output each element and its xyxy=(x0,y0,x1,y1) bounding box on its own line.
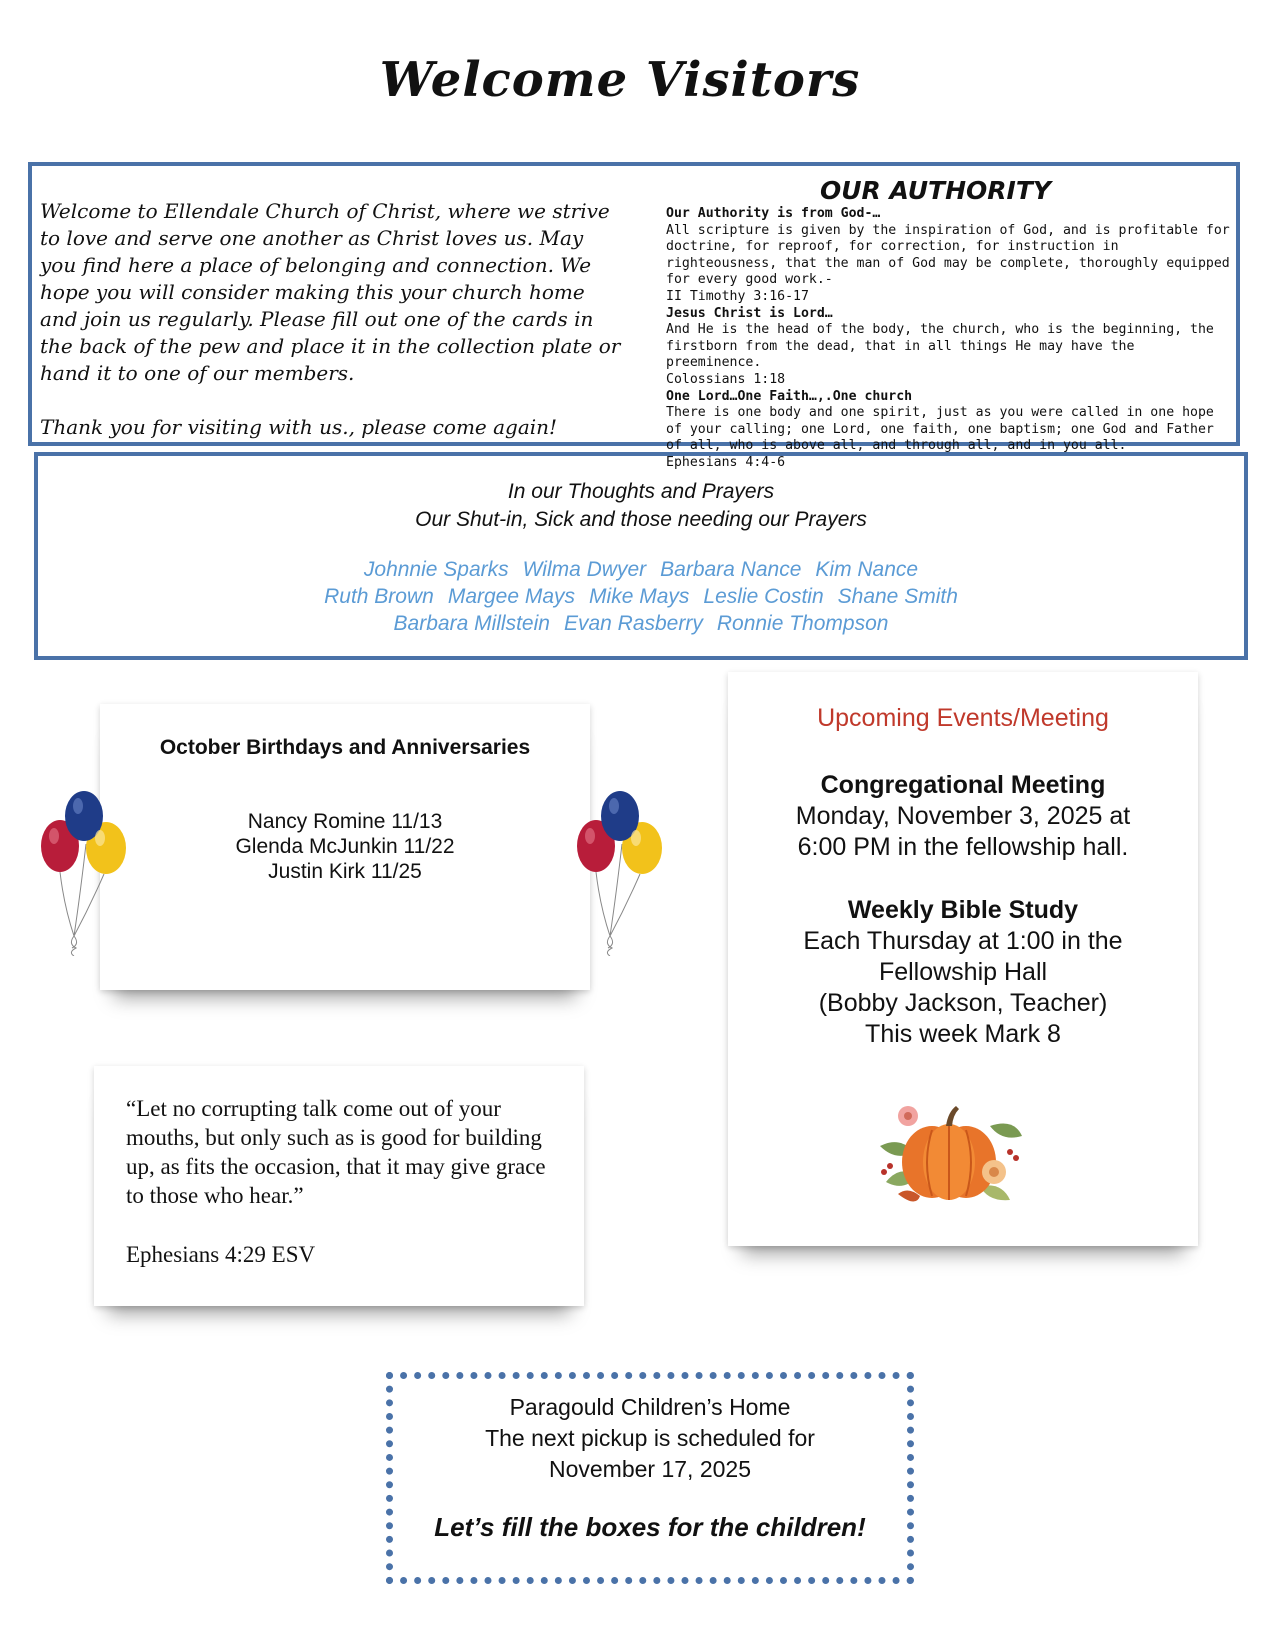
authority-text: And He is the head of the body, the church, who is the beginning, the firstborn from the dead, that in all things He may have the preeminence. xyxy=(666,322,1214,371)
paragould-date: November 17, 2025 xyxy=(548,1456,751,1482)
events-title: Upcoming Events/Meeting xyxy=(817,704,1109,732)
prayer-name: Barbara Nance xyxy=(660,558,802,581)
prayer-heading-line1: In our Thoughts and Prayers xyxy=(507,480,775,503)
paragould-callout: Let’s fill the boxes for the children! xyxy=(434,1512,866,1542)
prayer-row xyxy=(34,610,1248,637)
quote-text: “Let no corrupting talk come out of your mouths, but only such as is good for building up, as fits the occasion, that it may give grace to those who hear.” xyxy=(126,1096,546,1208)
page-title: Welcome Visitors xyxy=(379,52,861,108)
birthdays-list xyxy=(100,809,590,884)
welcome-thanks: Thank you for visiting with us., please come again! xyxy=(40,415,558,439)
paragould-line: Paragould Children’s Home xyxy=(509,1394,791,1420)
paragould-line: The next pickup is scheduled for xyxy=(485,1425,815,1451)
meeting-line: 6:00 PM in the fellowship hall. xyxy=(797,833,1129,861)
balloons-right-icon xyxy=(572,786,668,956)
authority-text: There is one body and one spirit, just as you were called in one hope of your calling; one Lord, one faith, one baptism; one God and Father of all, who is above all, and through all, and in you all. xyxy=(666,405,1214,454)
authority-heading: Jesus Christ is Lord… xyxy=(666,305,833,321)
birthday-entry: Justin Kirk 11/25 xyxy=(268,860,422,883)
events-body xyxy=(728,770,1198,1050)
birthdays-title: October Birthdays and Anniversaries xyxy=(159,736,531,759)
prayer-name: Evan Rasberry xyxy=(563,612,703,635)
study-title: Weekly Bible Study xyxy=(847,896,1079,924)
authority-ref: II Timothy 3:16-17 xyxy=(666,288,809,304)
meeting-line: Monday, November 3, 2025 at xyxy=(795,802,1131,830)
balloons-left-icon xyxy=(36,786,132,956)
quote-reference: Ephesians 4:29 ESV xyxy=(126,1242,316,1267)
prayer-name: Ronnie Thompson xyxy=(716,612,889,635)
study-line: Fellowship Hall xyxy=(878,958,1048,986)
paragould-info xyxy=(386,1392,914,1485)
prayer-row xyxy=(34,556,1248,583)
birthday-entry: Nancy Romine 11/13 xyxy=(247,810,443,833)
prayer-row xyxy=(34,583,1248,610)
prayer-name: Shane Smith xyxy=(837,585,958,608)
authority-heading: Our Authority is from God-… xyxy=(666,206,881,221)
prayer-name: Johnnie Sparks xyxy=(363,558,509,581)
authority-heading: One Lord…One Faith…,.One church xyxy=(666,388,913,404)
welcome-message xyxy=(40,198,625,468)
prayer-name: Ruth Brown xyxy=(324,585,434,608)
meeting-title: Congregational Meeting xyxy=(820,771,1106,799)
prayer-name: Barbara Millstein xyxy=(393,612,550,635)
prayer-name: Kim Nance xyxy=(815,558,919,581)
prayer-name: Leslie Costin xyxy=(703,585,824,608)
prayer-name: Margee Mays xyxy=(447,585,576,608)
prayer-names xyxy=(34,556,1248,637)
study-line: This week Mark 8 xyxy=(865,1020,1061,1048)
prayer-heading xyxy=(34,478,1248,534)
authority-ref: Ephesians 4:4-6 xyxy=(666,454,786,470)
authority-title: OUR AUTHORITY xyxy=(820,176,1051,205)
pumpkin-icon xyxy=(870,1086,1030,1212)
prayer-name: Wilma Dwyer xyxy=(522,558,647,581)
study-line: (Bobby Jackson, Teacher) xyxy=(818,989,1108,1017)
authority-text: All scripture is given by the inspiration of God, and is profitable for doctrine, for reproof, for correction, for instruction in righteousness, that the man of God may be complete, thoroughly equipped for every good work.- xyxy=(666,222,1230,288)
birthday-entry: Glenda McJunkin 11/22 xyxy=(235,835,455,858)
welcome-paragraph: Welcome to Ellendale Church of Christ, where we strive to love and serve one another as Christ loves us. May you find here a place of belonging and connection. We hope you will consider making this your church home and join us regularly. Please fill out one of the cards in the back of the pew and place it in the collection plate or hand it to one of our members. xyxy=(40,199,621,385)
authority-body xyxy=(666,206,1236,472)
authority-ref: Colossians 1:18 xyxy=(666,371,786,387)
prayer-name: Mike Mays xyxy=(589,585,690,608)
study-line: Each Thursday at 1:00 in the xyxy=(803,927,1123,955)
prayer-heading-line2: Our Shut-in, Sick and those needing our Prayers xyxy=(415,508,867,531)
